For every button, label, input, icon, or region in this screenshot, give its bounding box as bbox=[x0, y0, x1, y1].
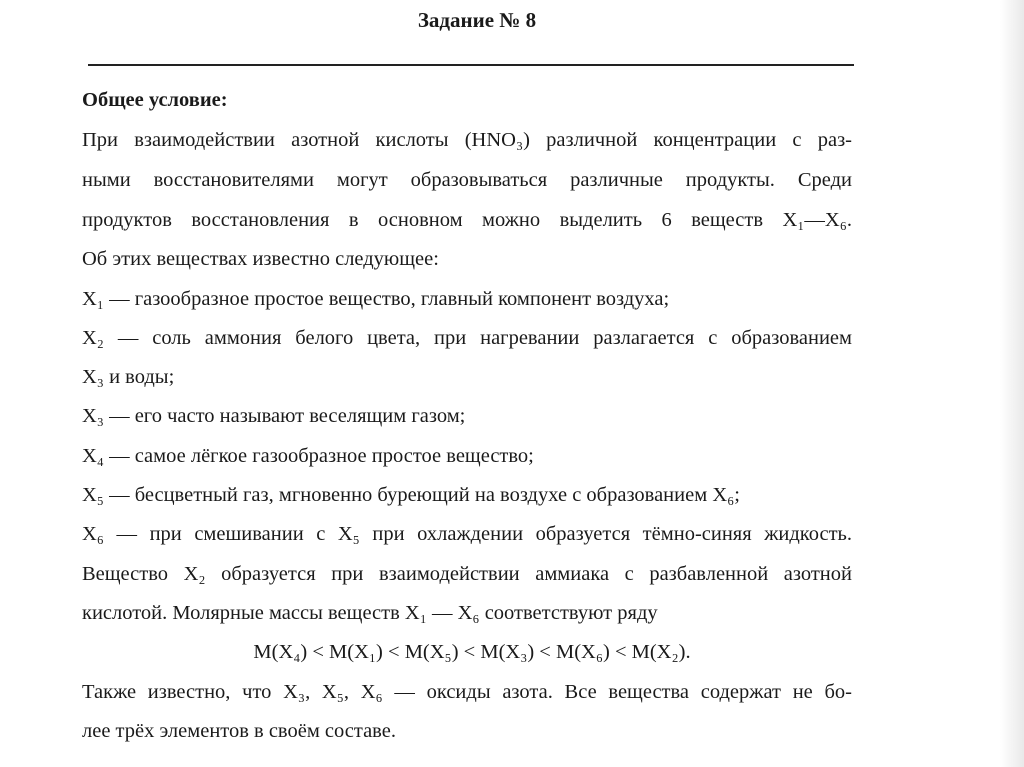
text-line: Об этих веществах известно следующее: bbox=[82, 248, 439, 270]
text-line: X₁ — газообразное простое вещество, главный компонент воздуха; bbox=[82, 288, 670, 310]
text-line: продуктов восстановления в основном можно выделить 6 веществ X₁—X₆. bbox=[82, 209, 852, 231]
text-line: X₅ — бесцветный газ, мгновенно буреющий на воздухе с образованием X₆; bbox=[82, 484, 740, 506]
text-line: Также известно, что X₃, X₅, X₆ — оксиды азота. Все вещества содержат не бо- bbox=[82, 681, 852, 703]
text-line: При взаимодействии азотной кислоты (HNO₃) различной концентрации с раз- bbox=[82, 129, 852, 151]
text-line: X₄ — самое лёгкое газообразное простое вещество; bbox=[82, 445, 534, 467]
text-line: X₆ — при смешивании с X₅ при охлаждении образуется тёмно-синяя жидкость. bbox=[82, 523, 852, 545]
text-line: X₃ — его часто называют веселящим газом; bbox=[82, 405, 466, 427]
page-edge-shadow bbox=[1000, 0, 1024, 767]
text-line: X₂ — соль аммония белого цвета, при нагревании разлагается с образованием bbox=[82, 327, 852, 349]
text-line: лее трёх элементов в своём составе. bbox=[82, 720, 396, 742]
title-divider bbox=[88, 64, 854, 66]
text-line: Вещество X₂ образуется при взаимодействии аммиака с разбавленной азотной bbox=[82, 563, 852, 585]
section-heading: Общее условие: bbox=[82, 89, 228, 111]
task-title: Задание № 8 bbox=[417, 8, 537, 32]
text-line: кислотой. Молярные массы веществ X₁ — X₆ соответствуют ряду bbox=[82, 602, 658, 624]
text-line: X₃ и воды; bbox=[82, 366, 175, 388]
text-line: ными восстановителями могут образовываться различные продукты. Среди bbox=[82, 169, 852, 191]
molar-mass-series: M(X₄) < M(X₁) < M(X₅) < M(X₃) < M(X₆) < M(X₂). bbox=[253, 641, 691, 663]
